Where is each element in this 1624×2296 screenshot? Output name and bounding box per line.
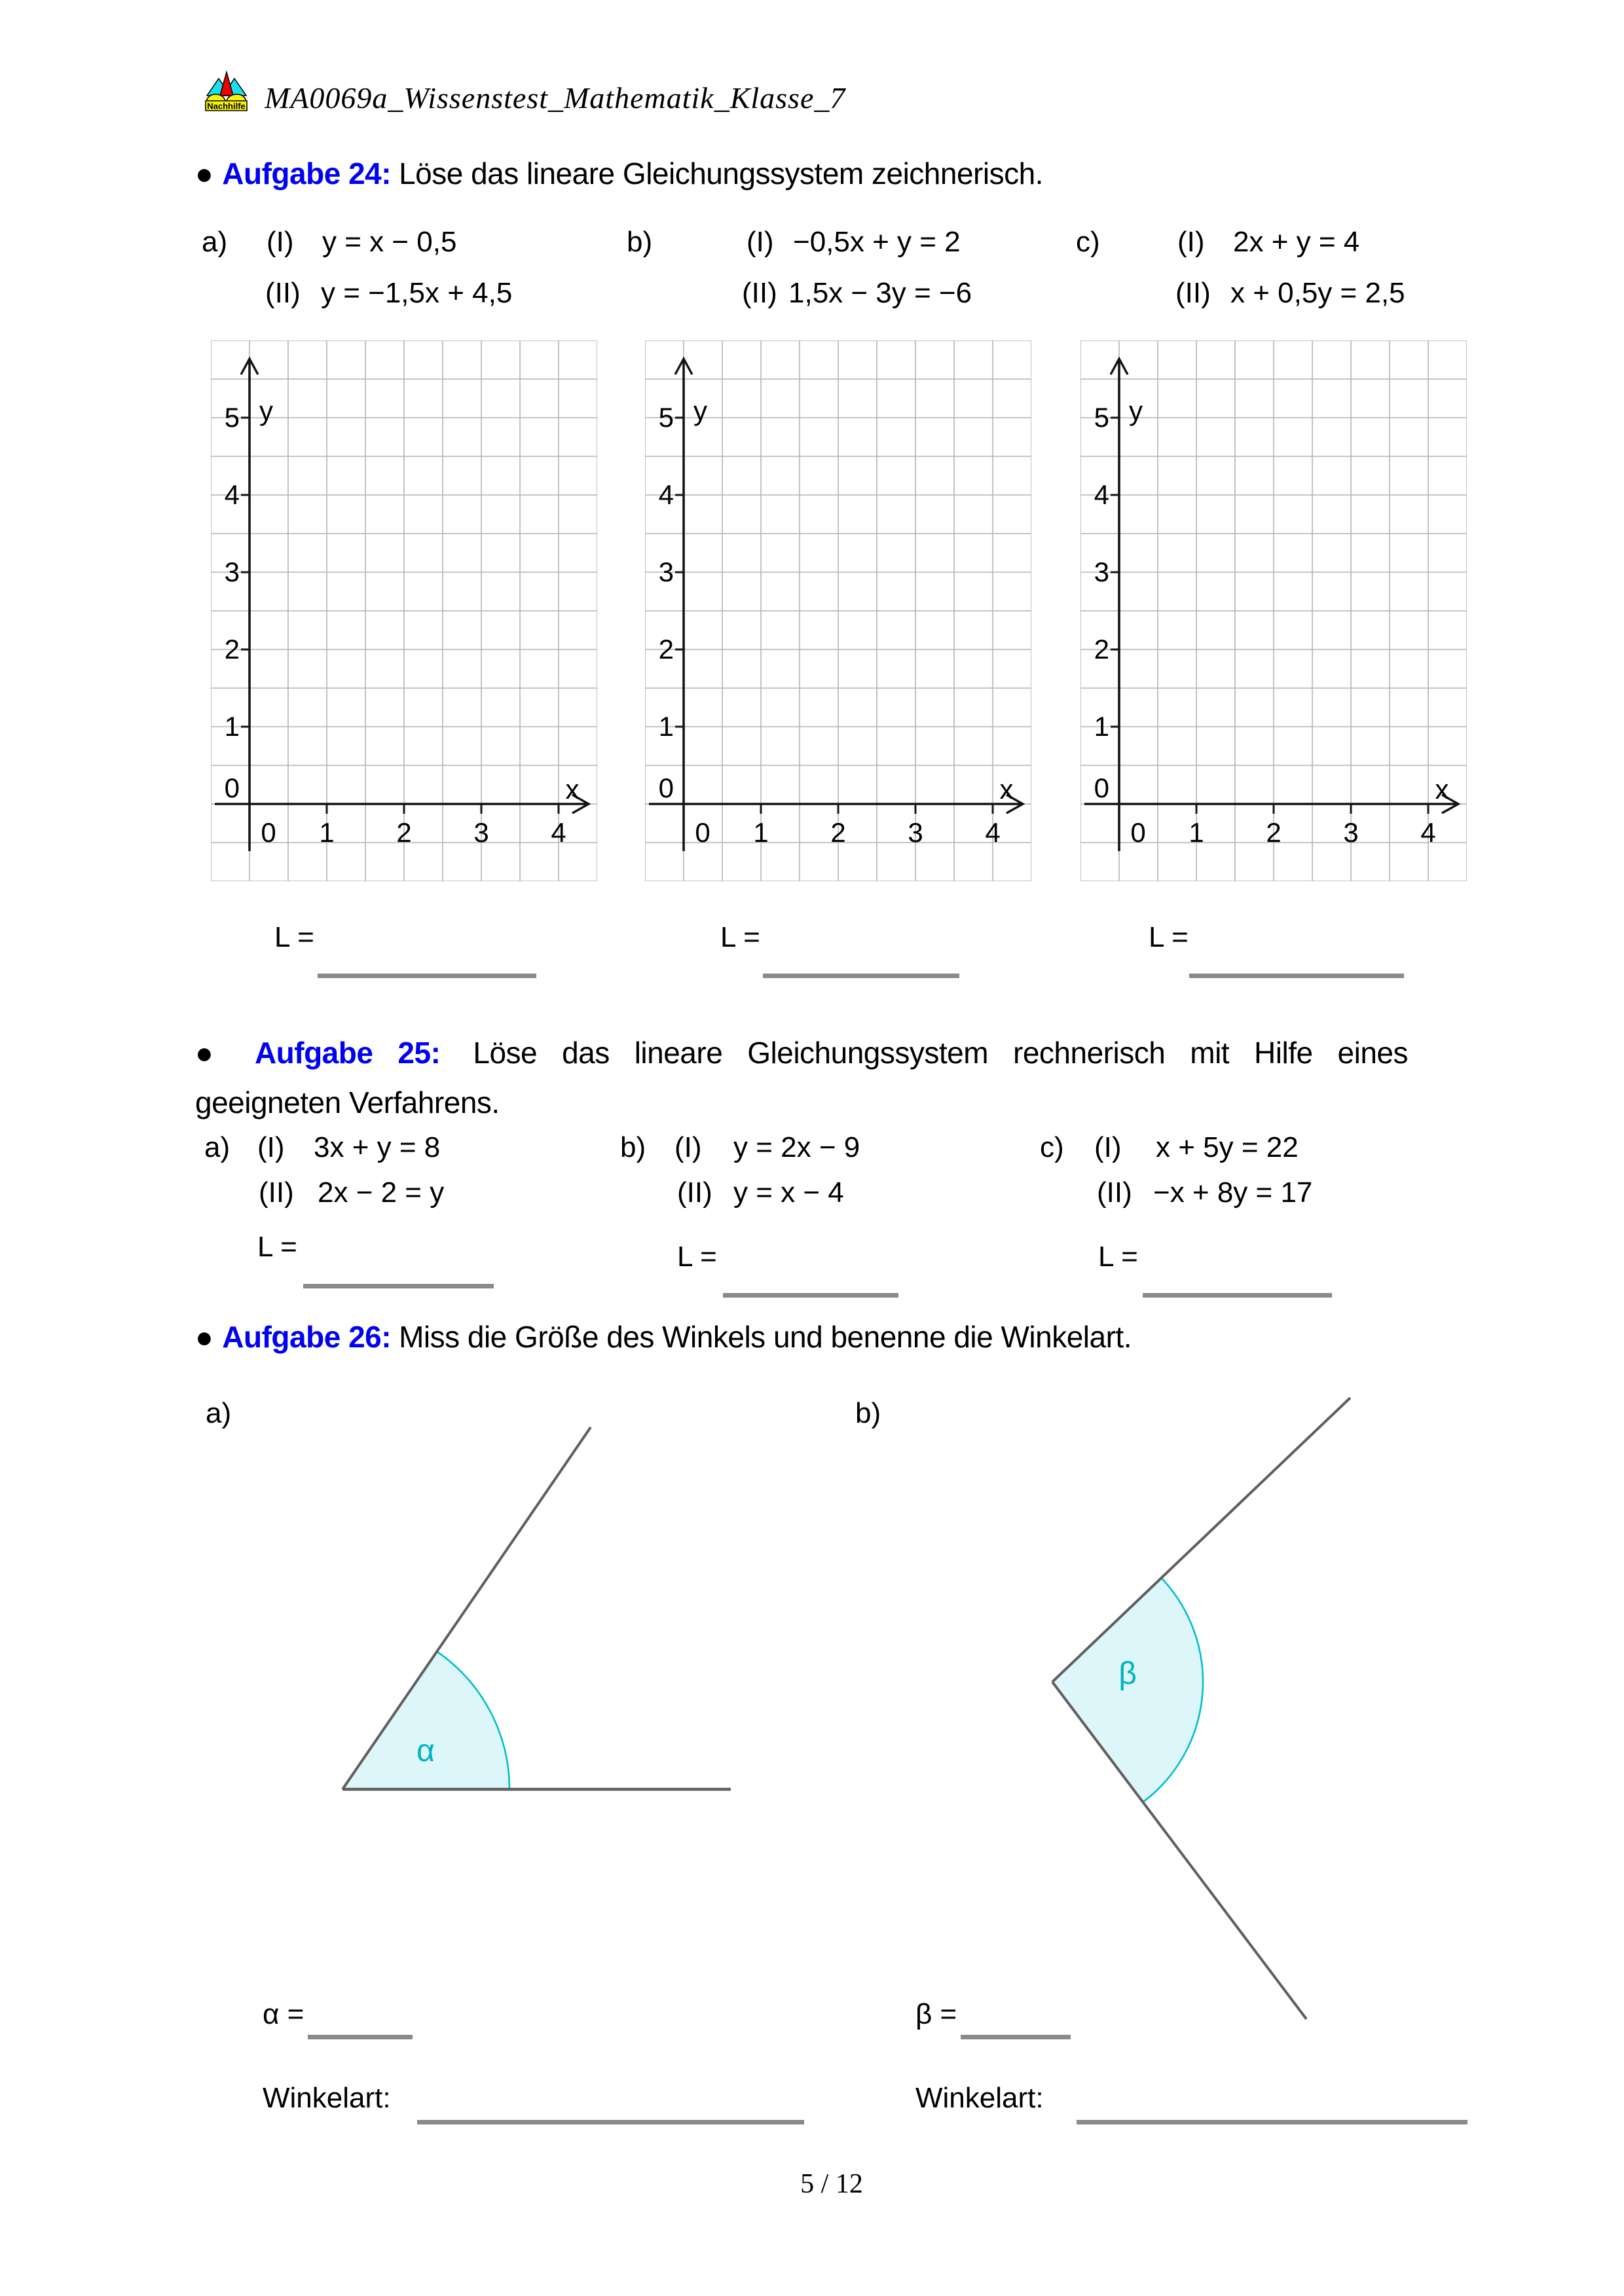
task25-b-eq2-label: (II) — [677, 1176, 712, 1209]
task24-a-eq1: y = x − 0,5 — [322, 226, 457, 258]
beta-value-line — [961, 2035, 1071, 2039]
y-tick-label: 5 — [658, 402, 674, 433]
x-tick-label: 1 — [753, 817, 769, 848]
task24-b-eq1-label: (I) — [747, 226, 774, 258]
task25-a-eq2: 2x − 2 = y — [318, 1176, 445, 1209]
bullet-icon: ● — [195, 1320, 213, 1354]
task26-label: Aufgabe 26: — [222, 1320, 392, 1354]
x-tick-label: 4 — [985, 817, 1001, 848]
coordinate-grid-b — [645, 340, 1031, 881]
task25-b-eq1: y = 2x − 9 — [733, 1131, 860, 1163]
task25-a-eq1: 3x + y = 8 — [314, 1131, 441, 1163]
x-tick-label: 3 — [473, 817, 489, 848]
nachhilfe-logo — [204, 69, 249, 118]
y-tick-label: 1 — [1094, 711, 1109, 742]
x-axis-label: x — [999, 774, 1014, 805]
y-axis-label: y — [259, 395, 273, 426]
task25-part-b-name: b) — [620, 1131, 646, 1163]
bullet-icon: ● — [195, 1036, 230, 1070]
y-tick-label: 2 — [658, 634, 674, 665]
y-tick-label: 1 — [658, 711, 674, 742]
winkelart-label-b: Winkelart: — [915, 2082, 1044, 2114]
coordinate-grid-a — [211, 340, 597, 881]
task25-b-solution-label: L = — [677, 1241, 717, 1273]
x-tick-label: 4 — [1420, 817, 1436, 848]
x-tick-label: 2 — [396, 817, 412, 848]
angle-ray-upper — [1052, 1398, 1350, 1682]
task24-text: Löse das lineare Gleichungssystem zeichnerisch. — [399, 156, 1043, 191]
task25-a-answer-line — [303, 1284, 494, 1288]
task24-c-eq1-label: (I) — [1177, 226, 1205, 258]
task24-heading — [195, 155, 1043, 192]
y-tick-label: 2 — [224, 634, 240, 665]
angle-figure-a — [301, 1394, 760, 1833]
alpha-value-label: α = — [263, 1998, 304, 2030]
task24-part-b-name: b) — [627, 226, 653, 258]
y-tick-label: 0 — [658, 773, 674, 803]
x-tick-label: 0 — [695, 817, 710, 848]
task24-c-eq2-label: (II) — [1175, 277, 1211, 309]
task25-b-eq1-label: (I) — [674, 1131, 702, 1163]
y-tick-label: 5 — [1094, 402, 1109, 433]
x-tick-label: 1 — [1189, 817, 1204, 848]
task26-part-a-name: a) — [206, 1397, 232, 1429]
task24-c-eq1: 2x + y = 4 — [1233, 226, 1360, 258]
task24-a-eq2-label: (II) — [265, 277, 301, 309]
winkelart-label-a: Winkelart: — [263, 2082, 391, 2114]
x-axis-label: x — [565, 774, 580, 805]
task24-c-solution-label: L = — [1149, 921, 1189, 953]
task24-a-eq2: y = −1,5x + 4,5 — [321, 277, 513, 309]
logo-text: Nachhilfe — [207, 101, 246, 111]
x-axis-label: x — [1435, 774, 1449, 805]
winkelart-line-a — [417, 2120, 804, 2124]
task24-b-eq1: −0,5x + y = 2 — [793, 226, 961, 258]
task24-c-eq2: x + 0,5y = 2,5 — [1230, 277, 1405, 309]
task24-part-a-name: a) — [202, 226, 228, 258]
task25-c-answer-line — [1143, 1293, 1332, 1298]
page-number: 5 / 12 — [800, 2169, 863, 2199]
angle-label-beta: β — [1118, 1656, 1137, 1691]
y-tick-label: 4 — [1094, 479, 1109, 510]
y-tick-label: 2 — [1094, 634, 1109, 665]
task24-b-answer-line — [763, 974, 959, 978]
task25-a-solution-label: L = — [257, 1231, 297, 1263]
task24-a-solution-label: L = — [274, 921, 314, 953]
task25-heading-line1 — [195, 1028, 1408, 1078]
task25-part-a-name: a) — [204, 1131, 231, 1163]
task26-heading — [195, 1319, 1132, 1355]
x-tick-label: 2 — [830, 817, 846, 848]
task25-a-eq1-label: (I) — [257, 1131, 285, 1163]
task24-b-eq2-label: (II) — [742, 277, 777, 309]
task24-b-solution-label: L = — [720, 921, 760, 953]
task25-part-c-name: c) — [1040, 1131, 1064, 1163]
y-tick-label: 0 — [1094, 773, 1109, 803]
winkelart-line-b — [1077, 2120, 1467, 2124]
task25-text-line2: geeigneten Verfahrens. — [195, 1085, 500, 1120]
task25-heading — [195, 1028, 1408, 1127]
y-axis-label: y — [1129, 395, 1143, 426]
y-tick-label: 5 — [224, 402, 240, 433]
task25-c-solution-label: L = — [1098, 1241, 1138, 1273]
y-tick-label: 0 — [224, 773, 240, 803]
document-title: MA0069a_Wissenstest_Mathematik_Klasse_7 — [265, 81, 846, 115]
task26-part-b-name: b) — [855, 1397, 881, 1429]
x-tick-label: 0 — [261, 817, 276, 848]
task25-b-eq2: y = x − 4 — [733, 1176, 844, 1209]
task24-label: Aufgabe 24: — [222, 156, 392, 191]
coordinate-grid-c — [1080, 340, 1467, 881]
task24-part-c-name: c) — [1076, 226, 1100, 258]
x-tick-label: 3 — [1343, 817, 1359, 848]
task25-a-eq2-label: (II) — [259, 1176, 294, 1209]
y-tick-label: 3 — [1094, 556, 1109, 587]
task25-text-line1: Löse das lineare Gleichungssystem rechnerisch mit Hilfe eines — [473, 1036, 1408, 1070]
y-tick-label: 3 — [224, 556, 240, 587]
alpha-value-line — [308, 2035, 413, 2039]
x-tick-label: 1 — [319, 817, 335, 848]
task24-a-answer-line — [318, 974, 536, 978]
task25-c-eq1: x + 5y = 22 — [1156, 1131, 1299, 1163]
x-tick-label: 0 — [1130, 817, 1146, 848]
task25-c-eq2-label: (II) — [1097, 1176, 1132, 1209]
x-tick-label: 3 — [908, 817, 923, 848]
y-tick-label: 4 — [224, 479, 240, 510]
beta-value-label: β = — [915, 1998, 957, 2030]
y-tick-label: 3 — [658, 556, 674, 587]
x-tick-label: 4 — [551, 817, 566, 848]
task25-c-eq1-label: (I) — [1094, 1131, 1122, 1163]
y-tick-label: 4 — [658, 479, 674, 510]
y-tick-label: 1 — [224, 711, 240, 742]
angle-sector — [342, 1652, 509, 1789]
task25-c-eq2: −x + 8y = 17 — [1153, 1176, 1313, 1209]
y-axis-label: y — [693, 395, 707, 426]
task25-b-answer-line — [723, 1293, 898, 1298]
angle-label-alpha: α — [416, 1734, 435, 1768]
task24-a-eq1-label: (I) — [267, 226, 294, 258]
x-tick-label: 2 — [1266, 817, 1282, 848]
task24-b-eq2: 1,5x − 3y = −6 — [788, 277, 972, 309]
task25-label: Aufgabe 25: — [254, 1036, 441, 1070]
angle-figure-b — [1022, 1368, 1388, 2043]
task26-text: Miss die Größe des Winkels und benenne die Winkelart. — [399, 1320, 1132, 1354]
bullet-icon: ● — [195, 156, 213, 191]
task24-c-answer-line — [1189, 974, 1404, 978]
